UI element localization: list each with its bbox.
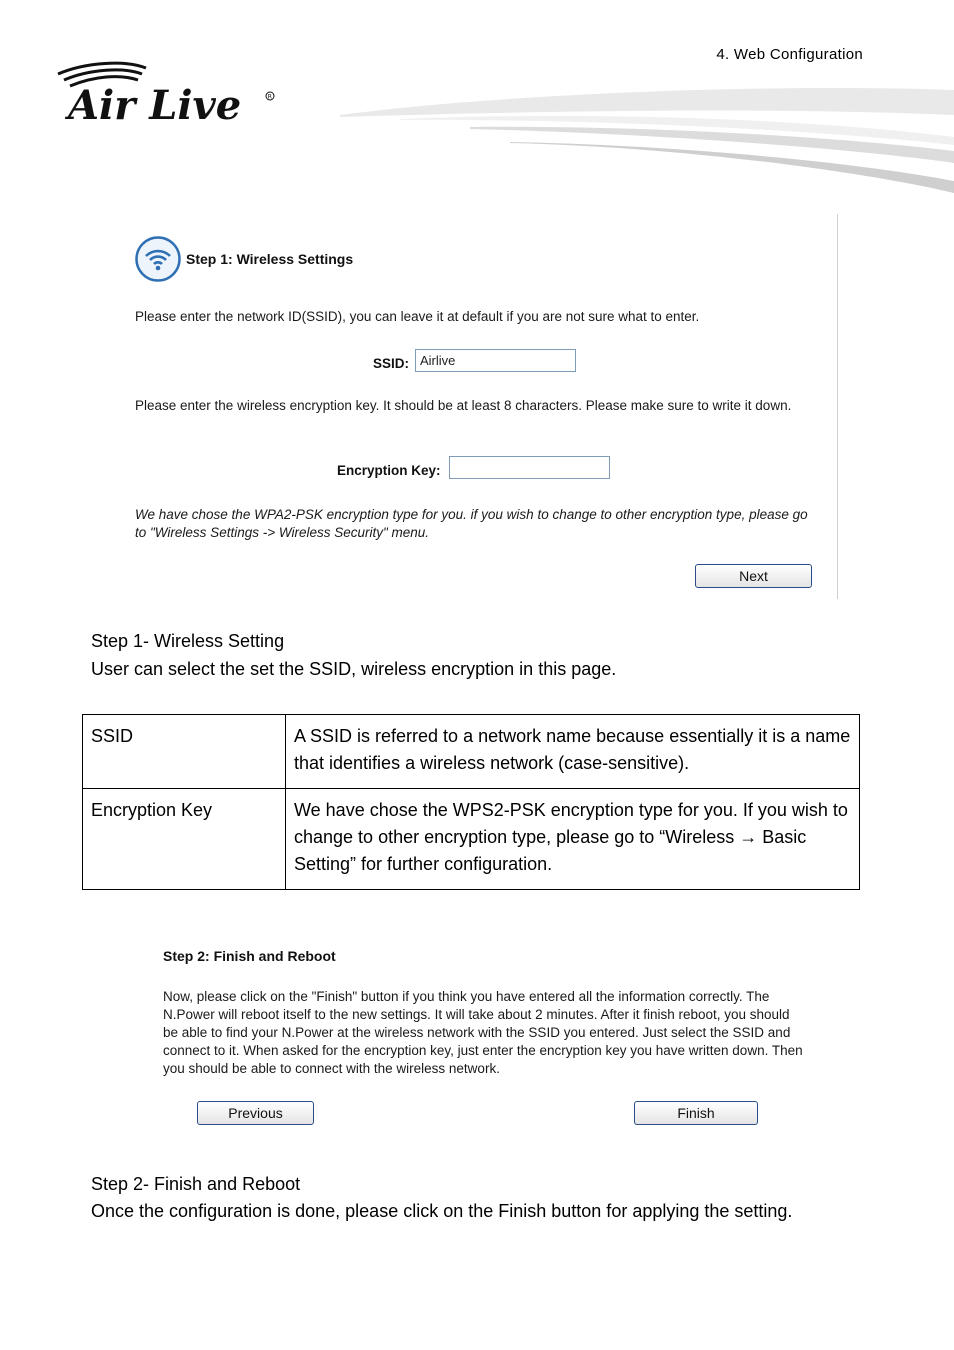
airlive-logo — [56, 60, 286, 130]
step1-heading: Step 1- Wireless Setting — [91, 631, 285, 651]
table-value: A SSID is referred to a network name because essentially it is a name that identifies a wireless network (case-sensitive). — [286, 715, 860, 789]
svg-text:Air Live: Air Live — [68, 82, 242, 129]
key-instruction: Please enter the wireless encryption key. It should be at least 8 characters. Please make sure to write it down. — [135, 398, 792, 413]
table-row — [83, 789, 860, 890]
step1-description: User can select the set the SSID, wireless encryption in this page. — [91, 659, 617, 679]
previous-button[interactable]: Previous — [197, 1101, 314, 1125]
step2-title: Step 2: Finish and Reboot — [163, 948, 336, 964]
encryption-key-input[interactable] — [449, 456, 610, 479]
ssid-input[interactable] — [415, 349, 576, 372]
step1-wizard-screenshot — [125, 214, 838, 599]
encryption-key-label: Encryption Key: — [337, 463, 441, 478]
settings-table — [82, 714, 860, 890]
table-row — [83, 715, 860, 789]
table-key: SSID — [83, 715, 286, 789]
wifi-icon — [135, 236, 181, 282]
encryption-note: We have chose the WPA2-PSK encryption type for you. if you wish to change to other encryption type, please go to "Wireless Settings -> Wireless Security" menu. — [135, 507, 808, 540]
step1-title: Step 1: Wireless Settings — [186, 251, 354, 267]
ssid-instruction: Please enter the network ID(SSID), you can leave it at default if you are not sure what to enter. — [135, 309, 700, 324]
step2-heading: Step 2- Finish and Reboot — [91, 1174, 301, 1194]
step2-wizard-screenshot — [150, 940, 830, 1135]
table-value: We have chose the WPS2-PSK encryption type for you. If you wish to change to other encryption type, please go to “Wireless → Basic Setting” for further configuration. — [286, 789, 860, 890]
table-key: Encryption Key — [83, 789, 286, 890]
next-button[interactable]: Next — [695, 564, 812, 588]
header-swoosh — [340, 85, 954, 200]
step2-body: Now, please click on the "Finish" button if you think you have entered all the information correctly. The N.Power will reboot itself to the new settings. It will take about 2 minutes. After it finish reboot, you should be able to find your N.Power at the wireless network with the SSID you entered. Just select the SSID and connect to it. When asked for the encryption key, just enter the encryption key you have written down. Then you should be able to connect with the wireless network. — [163, 989, 803, 1076]
step2-description: Once the configuration is done, please click on the Finish button for applying the setting. — [91, 1201, 793, 1221]
svg-text:R: R — [267, 93, 272, 101]
ssid-label: SSID: — [373, 356, 410, 371]
finish-button[interactable]: Finish — [634, 1101, 758, 1125]
chapter-header: 4. Web Configuration — [716, 46, 863, 63]
